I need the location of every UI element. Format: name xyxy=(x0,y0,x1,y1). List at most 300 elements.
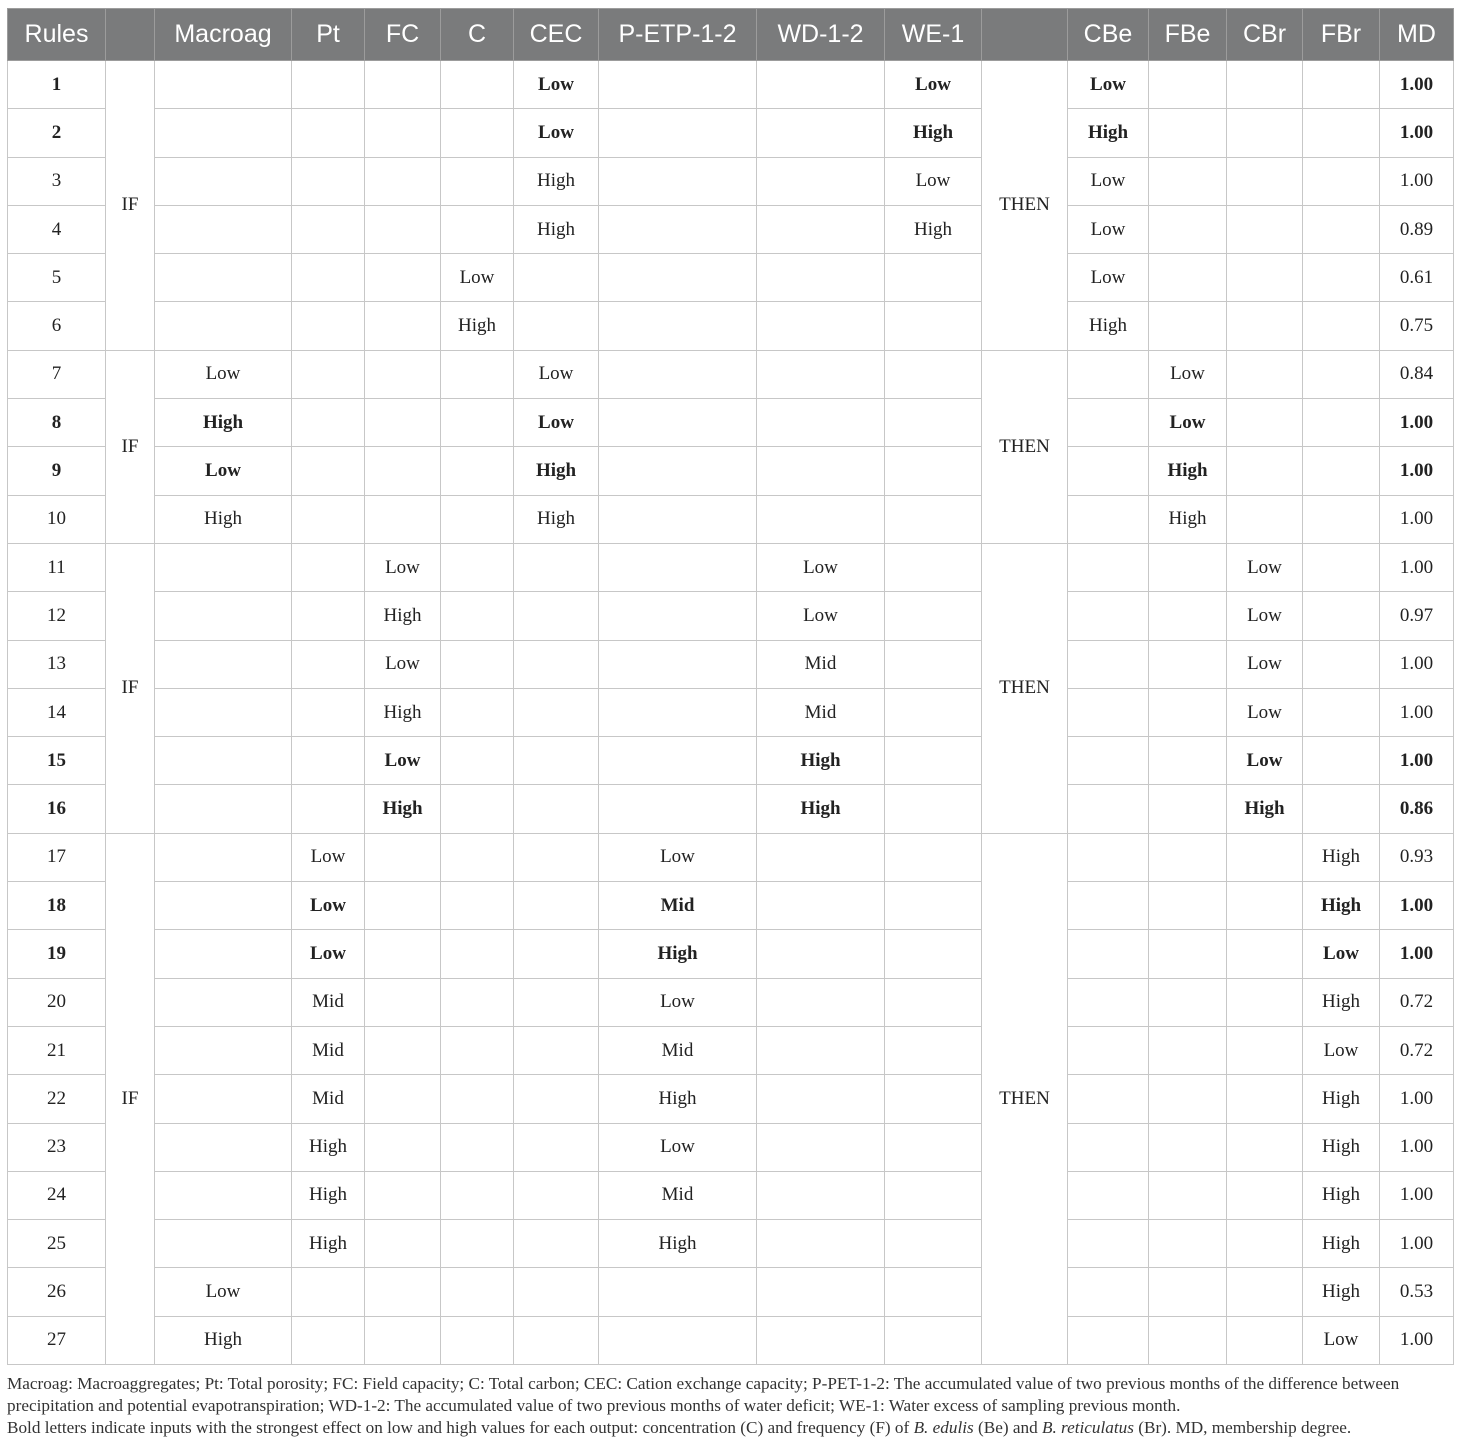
column-header-wd-1-2: WD-1-2 xyxy=(757,9,885,61)
cell-cec xyxy=(514,1220,599,1268)
cell-macroag: Low xyxy=(155,1268,292,1316)
cell-we-1 xyxy=(885,1220,982,1268)
cell-cec xyxy=(514,737,599,785)
cell-we-1 xyxy=(885,640,982,688)
cell-c xyxy=(441,205,514,253)
column-header-fc: FC xyxy=(365,9,441,61)
cell-pt xyxy=(292,640,365,688)
cell-fc xyxy=(365,833,441,881)
column-header-macroag: Macroag xyxy=(155,9,292,61)
cell-pt xyxy=(292,737,365,785)
cell-cbr xyxy=(1227,978,1303,1026)
membership-degree: 1.00 xyxy=(1380,1075,1454,1123)
cell-p-etp-1-2 xyxy=(599,109,757,157)
cell-macroag xyxy=(155,157,292,205)
cell-cbr xyxy=(1227,882,1303,930)
cell-macroag xyxy=(155,930,292,978)
cell-cbr: Low xyxy=(1227,688,1303,736)
cell-we-1: High xyxy=(885,205,982,253)
cell-cec xyxy=(514,978,599,1026)
cell-macroag xyxy=(155,592,292,640)
membership-degree: 1.00 xyxy=(1380,61,1454,109)
membership-degree: 1.00 xyxy=(1380,157,1454,205)
cell-fbr: High xyxy=(1303,882,1380,930)
cell-cec xyxy=(514,543,599,591)
membership-degree: 0.72 xyxy=(1380,978,1454,1026)
cell-we-1 xyxy=(885,399,982,447)
cell-fc xyxy=(365,882,441,930)
cell-fbr xyxy=(1303,254,1380,302)
membership-degree: 0.89 xyxy=(1380,205,1454,253)
cell-wd-1-2 xyxy=(757,882,885,930)
cell-fc xyxy=(365,1220,441,1268)
cell-cbr: Low xyxy=(1227,640,1303,688)
cell-macroag xyxy=(155,688,292,736)
cell-fc xyxy=(365,254,441,302)
cell-p-etp-1-2: Mid xyxy=(599,1171,757,1219)
cell-fbr xyxy=(1303,157,1380,205)
rule-number: 23 xyxy=(8,1123,106,1171)
cell-fc xyxy=(365,109,441,157)
column-header-blank xyxy=(106,9,155,61)
rule-number: 9 xyxy=(8,447,106,495)
cell-pt xyxy=(292,254,365,302)
cell-cbe xyxy=(1068,1220,1149,1268)
cell-pt xyxy=(292,543,365,591)
cell-pt xyxy=(292,688,365,736)
cell-macroag xyxy=(155,1026,292,1074)
cell-fc xyxy=(365,350,441,398)
table-row xyxy=(8,350,1454,398)
table-row xyxy=(8,592,1454,640)
rule-number: 15 xyxy=(8,737,106,785)
cell-pt: High xyxy=(292,1123,365,1171)
fuzzy-rules-table xyxy=(7,8,1454,1365)
cell-p-etp-1-2: Low xyxy=(599,978,757,1026)
cell-fbe xyxy=(1149,592,1227,640)
cell-p-etp-1-2 xyxy=(599,157,757,205)
cell-c xyxy=(441,592,514,640)
cell-wd-1-2 xyxy=(757,833,885,881)
cell-we-1 xyxy=(885,254,982,302)
cell-fbr xyxy=(1303,302,1380,350)
membership-degree: 1.00 xyxy=(1380,737,1454,785)
cell-cbe: Low xyxy=(1068,61,1149,109)
cell-wd-1-2 xyxy=(757,1268,885,1316)
cell-wd-1-2 xyxy=(757,495,885,543)
cell-fbe xyxy=(1149,1171,1227,1219)
cell-cbr xyxy=(1227,447,1303,495)
cell-p-etp-1-2 xyxy=(599,1268,757,1316)
rule-number: 8 xyxy=(8,399,106,447)
membership-degree: 0.84 xyxy=(1380,350,1454,398)
cell-cbe: Low xyxy=(1068,205,1149,253)
cell-fc xyxy=(365,1268,441,1316)
cell-cec xyxy=(514,1268,599,1316)
membership-degree: 1.00 xyxy=(1380,930,1454,978)
cell-cbe xyxy=(1068,1026,1149,1074)
table-row xyxy=(8,205,1454,253)
table-row xyxy=(8,1316,1454,1364)
cell-c xyxy=(441,785,514,833)
cell-cec: High xyxy=(514,205,599,253)
cell-cbe: High xyxy=(1068,109,1149,157)
cell-p-etp-1-2: High xyxy=(599,1075,757,1123)
cell-c xyxy=(441,978,514,1026)
cell-cec: Low xyxy=(514,109,599,157)
cell-pt: High xyxy=(292,1171,365,1219)
cell-c xyxy=(441,737,514,785)
cell-cec xyxy=(514,882,599,930)
cell-p-etp-1-2 xyxy=(599,543,757,591)
if-connector: IF xyxy=(106,543,155,833)
membership-degree: 1.00 xyxy=(1380,1220,1454,1268)
membership-degree: 1.00 xyxy=(1380,109,1454,157)
cell-pt xyxy=(292,205,365,253)
cell-c xyxy=(441,495,514,543)
rule-number: 3 xyxy=(8,157,106,205)
cell-fc xyxy=(365,61,441,109)
cell-macroag xyxy=(155,785,292,833)
table-row xyxy=(8,978,1454,1026)
cell-c xyxy=(441,1026,514,1074)
cell-pt: Mid xyxy=(292,1026,365,1074)
cell-fc: High xyxy=(365,592,441,640)
table-header-row xyxy=(8,9,1454,61)
cell-fbr xyxy=(1303,447,1380,495)
cell-cec xyxy=(514,1123,599,1171)
cell-fc: High xyxy=(365,688,441,736)
cell-cbr xyxy=(1227,302,1303,350)
cell-fc xyxy=(365,1026,441,1074)
cell-pt xyxy=(292,592,365,640)
cell-fbe: High xyxy=(1149,495,1227,543)
cell-we-1: High xyxy=(885,109,982,157)
cell-fbr: High xyxy=(1303,978,1380,1026)
cell-we-1 xyxy=(885,1316,982,1364)
rule-number: 4 xyxy=(8,205,106,253)
cell-wd-1-2 xyxy=(757,1075,885,1123)
cell-cec xyxy=(514,1171,599,1219)
table-body xyxy=(8,61,1454,1365)
table-row xyxy=(8,930,1454,978)
cell-fbr xyxy=(1303,495,1380,543)
then-connector: THEN xyxy=(982,833,1068,1364)
cell-p-etp-1-2 xyxy=(599,254,757,302)
membership-degree: 1.00 xyxy=(1380,447,1454,495)
cell-cbe xyxy=(1068,978,1149,1026)
membership-degree: 0.61 xyxy=(1380,254,1454,302)
cell-fc xyxy=(365,1123,441,1171)
cell-cbr: Low xyxy=(1227,592,1303,640)
cell-pt xyxy=(292,447,365,495)
cell-wd-1-2 xyxy=(757,978,885,1026)
rule-number: 5 xyxy=(8,254,106,302)
rule-number: 7 xyxy=(8,350,106,398)
cell-fbr: High xyxy=(1303,1123,1380,1171)
table-footnote xyxy=(7,1373,1455,1439)
membership-degree: 1.00 xyxy=(1380,688,1454,736)
species-be: B. edulis xyxy=(913,1418,974,1437)
cell-fbe xyxy=(1149,543,1227,591)
cell-fbr xyxy=(1303,543,1380,591)
cell-cec xyxy=(514,592,599,640)
if-connector: IF xyxy=(106,833,155,1364)
rule-number: 6 xyxy=(8,302,106,350)
cell-we-1 xyxy=(885,495,982,543)
cell-wd-1-2 xyxy=(757,1171,885,1219)
cell-we-1 xyxy=(885,882,982,930)
cell-we-1 xyxy=(885,978,982,1026)
cell-macroag xyxy=(155,1220,292,1268)
table-row xyxy=(8,61,1454,109)
cell-pt xyxy=(292,399,365,447)
cell-cec xyxy=(514,833,599,881)
cell-cbr: High xyxy=(1227,785,1303,833)
cell-wd-1-2 xyxy=(757,399,885,447)
cell-cbe xyxy=(1068,882,1149,930)
cell-fbr xyxy=(1303,737,1380,785)
cell-cbe xyxy=(1068,1075,1149,1123)
cell-c xyxy=(441,61,514,109)
cell-fbe xyxy=(1149,688,1227,736)
cell-wd-1-2 xyxy=(757,930,885,978)
cell-fbr xyxy=(1303,109,1380,157)
rule-number: 17 xyxy=(8,833,106,881)
cell-macroag: High xyxy=(155,495,292,543)
cell-fbe xyxy=(1149,640,1227,688)
cell-p-etp-1-2 xyxy=(599,302,757,350)
cell-macroag: High xyxy=(155,1316,292,1364)
table-row xyxy=(8,737,1454,785)
cell-c xyxy=(441,399,514,447)
cell-p-etp-1-2 xyxy=(599,399,757,447)
bold-note: Bold letters indicate inputs with the strongest effect on low and high values for each output: concentration (C) and frequency (F) of B. edulis (Be) and B. reticulatus (Br). MD, membership degree. xyxy=(7,1418,1352,1437)
cell-p-etp-1-2 xyxy=(599,737,757,785)
cell-cbr xyxy=(1227,1316,1303,1364)
column-header-we-1: WE-1 xyxy=(885,9,982,61)
cell-c xyxy=(441,1220,514,1268)
table-row xyxy=(8,399,1454,447)
cell-cbr: Low xyxy=(1227,737,1303,785)
rule-number: 14 xyxy=(8,688,106,736)
then-connector: THEN xyxy=(982,543,1068,833)
rule-number: 10 xyxy=(8,495,106,543)
cell-fc xyxy=(365,1171,441,1219)
cell-cbe xyxy=(1068,688,1149,736)
table-row xyxy=(8,1220,1454,1268)
cell-cbe xyxy=(1068,833,1149,881)
cell-wd-1-2 xyxy=(757,1123,885,1171)
membership-degree: 0.53 xyxy=(1380,1268,1454,1316)
cell-cbe: Low xyxy=(1068,254,1149,302)
cell-we-1 xyxy=(885,350,982,398)
cell-wd-1-2 xyxy=(757,447,885,495)
cell-cbr xyxy=(1227,930,1303,978)
membership-degree: 1.00 xyxy=(1380,495,1454,543)
table-row xyxy=(8,254,1454,302)
cell-c xyxy=(441,1171,514,1219)
table-row xyxy=(8,1026,1454,1074)
cell-macroag xyxy=(155,205,292,253)
cell-cbr xyxy=(1227,1268,1303,1316)
cell-macroag: Low xyxy=(155,447,292,495)
column-header-md: MD xyxy=(1380,9,1454,61)
cell-c xyxy=(441,1268,514,1316)
cell-macroag xyxy=(155,882,292,930)
cell-macroag xyxy=(155,833,292,881)
if-connector: IF xyxy=(106,350,155,543)
cell-fbr: High xyxy=(1303,1268,1380,1316)
cell-cec xyxy=(514,640,599,688)
cell-fbr xyxy=(1303,61,1380,109)
cell-pt xyxy=(292,350,365,398)
cell-fbe xyxy=(1149,833,1227,881)
cell-c xyxy=(441,688,514,736)
rule-number: 18 xyxy=(8,882,106,930)
cell-cec xyxy=(514,1316,599,1364)
cell-p-etp-1-2 xyxy=(599,495,757,543)
cell-cbe xyxy=(1068,640,1149,688)
cell-fbe xyxy=(1149,785,1227,833)
cell-we-1 xyxy=(885,1123,982,1171)
table-row xyxy=(8,833,1454,881)
cell-fc: High xyxy=(365,785,441,833)
cell-fc: Low xyxy=(365,543,441,591)
cell-pt xyxy=(292,157,365,205)
cell-we-1 xyxy=(885,1268,982,1316)
cell-we-1 xyxy=(885,785,982,833)
cell-fbe xyxy=(1149,1026,1227,1074)
table-row xyxy=(8,688,1454,736)
rule-number: 12 xyxy=(8,592,106,640)
cell-cbr xyxy=(1227,1075,1303,1123)
column-header-cec: CEC xyxy=(514,9,599,61)
cell-fbe xyxy=(1149,1220,1227,1268)
cell-cbr xyxy=(1227,61,1303,109)
cell-cbr xyxy=(1227,1026,1303,1074)
cell-p-etp-1-2: Mid xyxy=(599,882,757,930)
cell-cec: High xyxy=(514,495,599,543)
cell-fbr: Low xyxy=(1303,1026,1380,1074)
cell-fbe xyxy=(1149,1316,1227,1364)
column-header-fbe: FBe xyxy=(1149,9,1227,61)
cell-wd-1-2 xyxy=(757,254,885,302)
cell-fbe xyxy=(1149,1268,1227,1316)
cell-p-etp-1-2 xyxy=(599,592,757,640)
cell-c xyxy=(441,350,514,398)
cell-cbe xyxy=(1068,447,1149,495)
cell-cbr xyxy=(1227,350,1303,398)
cell-cbe xyxy=(1068,1268,1149,1316)
cell-wd-1-2 xyxy=(757,61,885,109)
table-row xyxy=(8,1171,1454,1219)
cell-cec xyxy=(514,930,599,978)
cell-fc xyxy=(365,157,441,205)
rule-number: 25 xyxy=(8,1220,106,1268)
cell-cec xyxy=(514,785,599,833)
cell-wd-1-2 xyxy=(757,1026,885,1074)
cell-wd-1-2 xyxy=(757,350,885,398)
cell-fc xyxy=(365,930,441,978)
cell-cbr xyxy=(1227,157,1303,205)
cell-pt: Low xyxy=(292,882,365,930)
then-connector: THEN xyxy=(982,350,1068,543)
cell-wd-1-2: Mid xyxy=(757,688,885,736)
table-row xyxy=(8,1123,1454,1171)
cell-cbr xyxy=(1227,833,1303,881)
cell-cbr xyxy=(1227,1220,1303,1268)
cell-cec xyxy=(514,302,599,350)
cell-fc xyxy=(365,205,441,253)
membership-degree: 0.97 xyxy=(1380,592,1454,640)
cell-wd-1-2: High xyxy=(757,737,885,785)
cell-we-1 xyxy=(885,1026,982,1074)
cell-we-1 xyxy=(885,737,982,785)
cell-wd-1-2 xyxy=(757,205,885,253)
cell-fbr xyxy=(1303,592,1380,640)
rule-number: 11 xyxy=(8,543,106,591)
membership-degree: 1.00 xyxy=(1380,1171,1454,1219)
rule-number: 16 xyxy=(8,785,106,833)
cell-macroag xyxy=(155,254,292,302)
column-header-fbr: FBr xyxy=(1303,9,1380,61)
table-row xyxy=(8,1268,1454,1316)
column-header-pt: Pt xyxy=(292,9,365,61)
cell-fbe: Low xyxy=(1149,350,1227,398)
cell-cbe xyxy=(1068,1171,1149,1219)
cell-fc xyxy=(365,1075,441,1123)
cell-p-etp-1-2: Mid xyxy=(599,1026,757,1074)
cell-fbr: High xyxy=(1303,1075,1380,1123)
if-connector: IF xyxy=(106,61,155,351)
cell-cbr xyxy=(1227,109,1303,157)
cell-macroag: Low xyxy=(155,350,292,398)
cell-p-etp-1-2 xyxy=(599,205,757,253)
column-header-p-etp-1-2: P-ETP-1-2 xyxy=(599,9,757,61)
cell-cbe xyxy=(1068,1316,1149,1364)
cell-fbr xyxy=(1303,640,1380,688)
cell-fbr xyxy=(1303,688,1380,736)
rule-number: 1 xyxy=(8,61,106,109)
species-br: B. reticulatus xyxy=(1041,1418,1134,1437)
cell-cbe xyxy=(1068,785,1149,833)
cell-wd-1-2 xyxy=(757,157,885,205)
cell-macroag xyxy=(155,1075,292,1123)
cell-fc xyxy=(365,399,441,447)
cell-cec xyxy=(514,254,599,302)
table-row xyxy=(8,109,1454,157)
cell-fbr xyxy=(1303,399,1380,447)
rule-number: 24 xyxy=(8,1171,106,1219)
rule-number: 27 xyxy=(8,1316,106,1364)
cell-cbr: Low xyxy=(1227,543,1303,591)
cell-fbe xyxy=(1149,1123,1227,1171)
cell-cbr xyxy=(1227,495,1303,543)
rule-number: 26 xyxy=(8,1268,106,1316)
cell-we-1: Low xyxy=(885,61,982,109)
membership-degree: 0.93 xyxy=(1380,833,1454,881)
cell-fc xyxy=(365,447,441,495)
rule-number: 21 xyxy=(8,1026,106,1074)
cell-wd-1-2: Low xyxy=(757,592,885,640)
cell-cbe xyxy=(1068,495,1149,543)
cell-cbe xyxy=(1068,350,1149,398)
cell-macroag xyxy=(155,1171,292,1219)
table-row xyxy=(8,447,1454,495)
cell-pt xyxy=(292,302,365,350)
cell-fc: Low xyxy=(365,737,441,785)
